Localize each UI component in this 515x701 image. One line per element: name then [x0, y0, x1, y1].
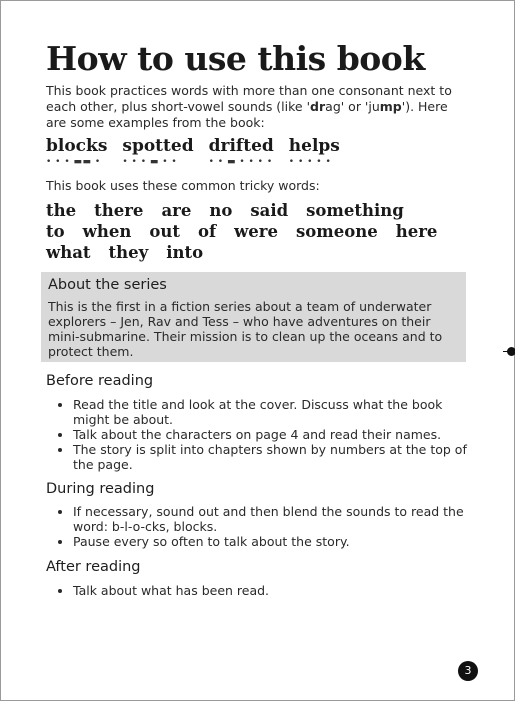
- intro-text-1: This book practices words with more than one consonant next to each other, plus short-vowel sounds (like ': [46, 83, 452, 114]
- after-reading-list: [46, 583, 473, 598]
- about-series-box: [41, 272, 466, 362]
- intro-text-2: ' or 'ju: [340, 99, 380, 114]
- tricky-word: they: [108, 243, 149, 262]
- intro-example-2-bold: mp: [379, 99, 402, 114]
- list-item: • Read the title and look at the cover. Discuss what the book might be about.: [73, 397, 473, 427]
- example-words: [46, 135, 340, 166]
- tricky-words-row: [46, 200, 466, 221]
- intro-example-1-rest: ag: [325, 99, 341, 114]
- tricky-words-row: [46, 242, 466, 263]
- tricky-word: out: [149, 222, 180, 241]
- tricky-word: are: [161, 201, 192, 220]
- list-item: • Talk about the characters on page 4 and read their names.: [73, 427, 473, 442]
- tricky-word: someone: [295, 222, 378, 241]
- list-item: • Talk about what has been read.: [73, 583, 473, 598]
- tricky-word: the: [46, 201, 77, 220]
- tricky-word: there: [94, 201, 144, 220]
- about-series-text: This is the first in a fiction series about a team of underwater explorers – Jen, Rav and Tess – who have adventures on their mini-submarine. Their mission is to clean up the oceans and to protect them.: [48, 299, 443, 359]
- tricky-word: of: [197, 222, 217, 241]
- tricky-word: said: [250, 201, 289, 220]
- page-number: 3: [458, 661, 478, 681]
- tricky-word: something: [306, 201, 404, 220]
- sound-marks: • • ▬ • • • •: [208, 157, 273, 167]
- list-item: • If necessary, sound out and then blend the sounds to read the word: b-l-o-cks, blocks.: [73, 504, 473, 534]
- sound-marks: • • • ▬ • •: [122, 157, 178, 167]
- sound-marks: • • • • •: [288, 157, 332, 167]
- before-reading-heading: Before reading: [46, 373, 154, 389]
- before-reading-list: [46, 397, 473, 472]
- tricky-word: into: [166, 243, 204, 262]
- tricky-word: no: [209, 201, 233, 220]
- tricky-word: were: [234, 222, 278, 241]
- list-item: • The story is split into chapters shown by numbers at the top of the page.: [73, 442, 473, 472]
- intro-example-1-bold: dr: [310, 99, 326, 114]
- during-reading-heading: During reading: [46, 481, 155, 497]
- tricky-word: what: [46, 243, 91, 262]
- tricky-word: when: [82, 222, 132, 241]
- example-word-spotted: [122, 135, 193, 166]
- tricky-words-list: [46, 200, 466, 263]
- example-word: spotted: [122, 136, 194, 156]
- tricky-word: to: [46, 222, 65, 241]
- tricky-word: here: [395, 222, 438, 241]
- registration-mark-icon: [507, 347, 515, 356]
- intro-paragraph: [46, 83, 466, 131]
- during-reading-list: [46, 504, 473, 549]
- example-word: drifted: [208, 136, 274, 156]
- example-word: blocks: [46, 136, 108, 156]
- tricky-words-intro: This book uses these common tricky words:: [46, 178, 320, 193]
- after-reading-heading: After reading: [46, 559, 141, 575]
- example-word-drifted: [209, 135, 274, 166]
- page-title: How to use this book: [46, 39, 425, 78]
- sound-marks: • • • ▬▬ •: [46, 157, 101, 167]
- tricky-words-row: [46, 221, 466, 242]
- example-word-blocks: [46, 135, 107, 166]
- example-word: helps: [288, 136, 340, 156]
- intro-text-3: '). Here are some examples from the book:: [46, 99, 448, 130]
- example-word-helps: [289, 135, 340, 166]
- list-item: • Pause every so often to talk about the story.: [73, 534, 473, 549]
- about-series-heading: About the series: [48, 277, 167, 293]
